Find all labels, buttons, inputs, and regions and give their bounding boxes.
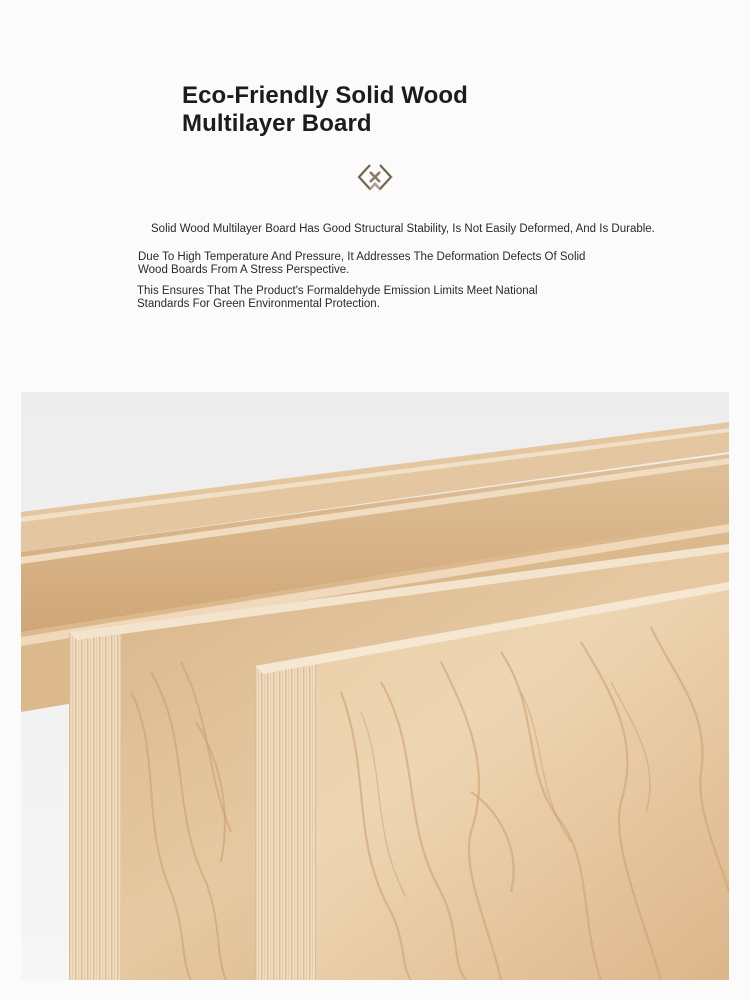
title-line-2: Multilayer Board: [182, 110, 372, 137]
plywood-boards-photo: [21, 392, 729, 980]
description-line-3: This Ensures That The Product's Formaldehyde Emission Limits Meet National Standards For Green Environmental Protection.: [137, 285, 538, 310]
title-line-1: Eco-Friendly Solid Wood: [182, 82, 468, 109]
page-title: [182, 82, 468, 138]
description-line-1: Solid Wood Multilayer Board Has Good Structural Stability, Is Not Easily Deformed, And Is Durable.: [151, 223, 655, 235]
description-line-2: Due To High Temperature And Pressure, It Addresses The Deformation Defects Of Solid Wood Boards From A Stress Perspective.: [138, 251, 586, 276]
interlocking-diamonds-icon: [356, 162, 394, 192]
